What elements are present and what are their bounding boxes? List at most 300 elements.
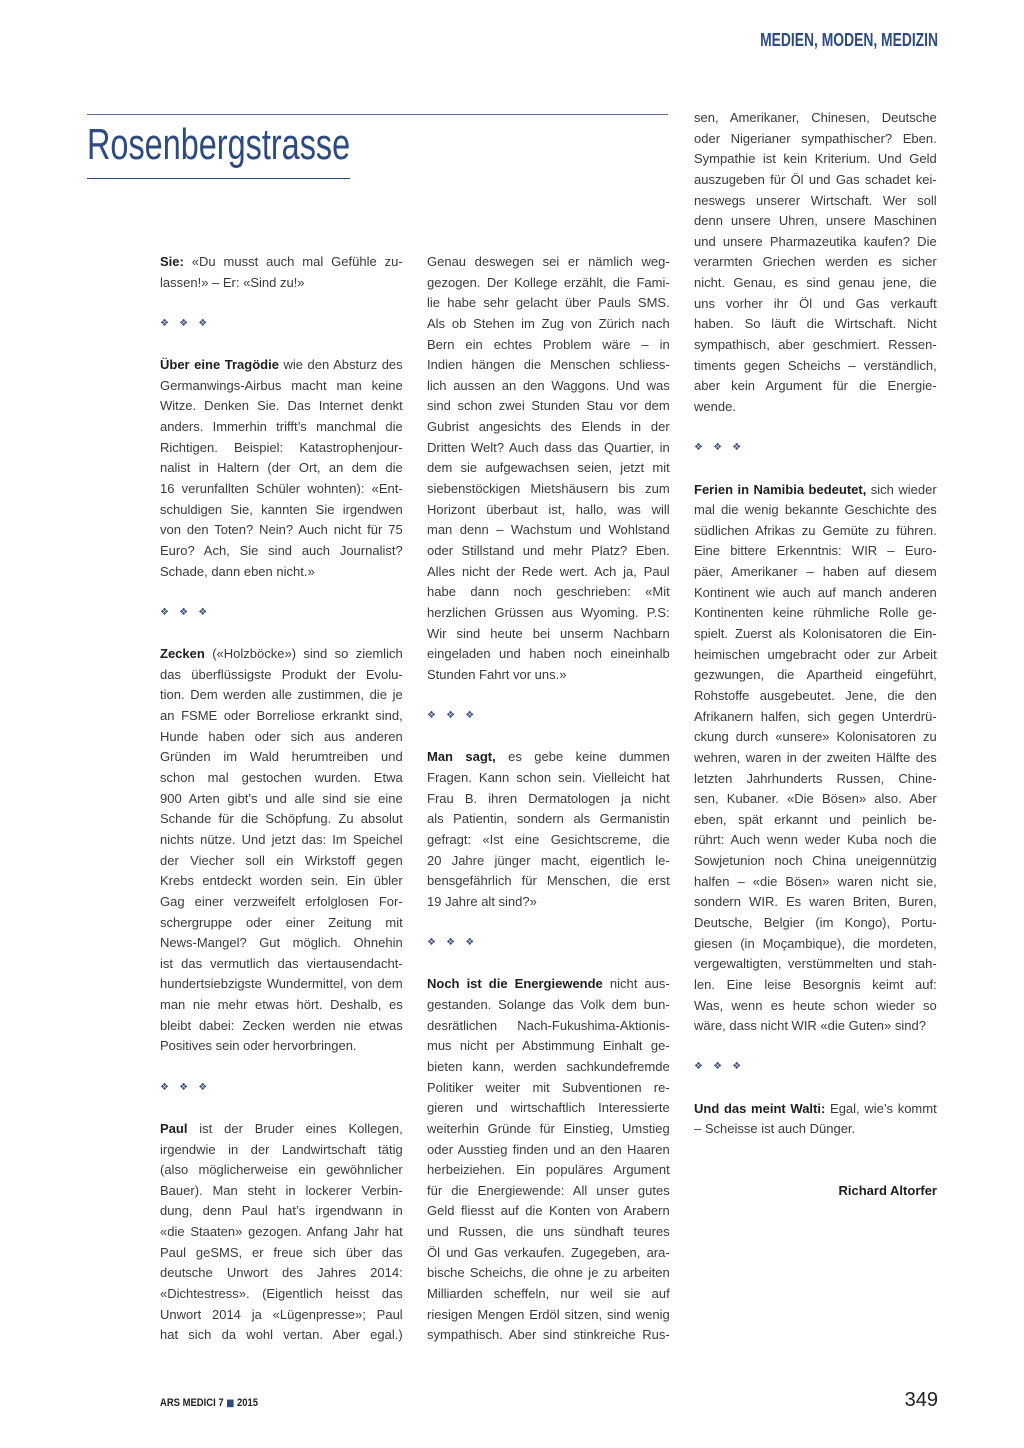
- text-line: [427, 479, 670, 500]
- text-line: [427, 768, 670, 789]
- text-line: [427, 665, 670, 686]
- text-column-2: [427, 252, 670, 1346]
- text-line: [694, 645, 937, 666]
- line-text: Horizont überbaut ist, hallo, was will: [427, 501, 670, 517]
- line-text: haben. So läuft die Wirtschaft. Nicht: [694, 316, 937, 332]
- text-line: [427, 273, 670, 294]
- top-rule: [87, 114, 668, 115]
- text-line: [694, 583, 937, 604]
- text-line: [427, 562, 670, 583]
- text-line: [694, 252, 937, 273]
- line-text: südlichen Afrikas zu Gemüte zu führen.: [694, 522, 937, 538]
- line-text: Dritten Welt? Auch dass das Quartier, in: [427, 439, 670, 455]
- line-text: bische Scheichs, die ohne je zu arbeiten: [427, 1265, 670, 1281]
- text-column-3: [694, 108, 937, 1202]
- text-line: [427, 830, 670, 851]
- line-text: Bern ein echtes Problem wäre – in: [427, 336, 670, 352]
- line-text: als Patientin, sondern als Germanistin: [427, 811, 670, 827]
- line-text: Gubrist angesichts des Elends in der: [427, 419, 670, 435]
- text-line: [694, 149, 937, 170]
- line-text: («Holzböcke») sind so ziemlich: [212, 646, 403, 662]
- text-line: [427, 1222, 670, 1243]
- text-line: [427, 1119, 670, 1140]
- section-separator: ❖ ❖ ❖: [694, 442, 745, 454]
- text-line: [160, 954, 403, 975]
- text-line: [694, 1119, 937, 1140]
- article-title: Rosenbergstrasse: [87, 120, 351, 169]
- line-text: Öl und Gas verkaufen. Zugegeben, ara-: [427, 1244, 670, 1260]
- paragraph: [160, 252, 403, 293]
- line-text: man nie mehr etwas hört. Deshalb, es: [160, 997, 403, 1013]
- section-separator: ❖ ❖ ❖: [160, 1081, 211, 1093]
- line-text: Witze. Denken Sie. Das Internet denkt: [160, 398, 403, 414]
- text-line: [694, 913, 937, 934]
- text-line: [160, 768, 403, 789]
- line-text: nicht aus-: [609, 976, 670, 992]
- text-line: [427, 809, 670, 830]
- text-line: [427, 314, 670, 335]
- text-line: [160, 1263, 403, 1284]
- line-text: verarmten Griechen werden es sicher: [694, 254, 937, 270]
- text-line: [160, 520, 403, 541]
- text-line: [427, 603, 670, 624]
- text-line: [160, 830, 403, 851]
- line-text: oder Stillstand und mehr Platz? Eben.: [427, 542, 670, 558]
- text-line: [160, 1016, 403, 1037]
- paragraph: [694, 108, 937, 418]
- line-text: Afrikanern halfen, sich gegen Unterdrü-: [694, 708, 937, 724]
- line-text: Politiker weiter mit Subventionen re-: [427, 1079, 670, 1095]
- text-line: [427, 541, 670, 562]
- text-line: [427, 644, 670, 665]
- line-text: Richtigen. Beispiel: Katastrophenjour-: [160, 439, 403, 455]
- line-text: sen, Amerikaner, Chinesen, Deutsche: [694, 110, 937, 125]
- line-text: dem sie aufgewachsen seien, jetzt mit: [427, 460, 670, 476]
- line-text: desrätlichen Nach-Fukushima-Aktionis-: [427, 1017, 670, 1033]
- text-line: [160, 1140, 403, 1161]
- lead-in: Und das meint Walti:: [694, 1100, 826, 1116]
- line-text: riesigen Mengen Erdöl sitzen, sind wenig: [427, 1306, 670, 1322]
- text-line: [427, 1016, 670, 1037]
- line-text: gefragt: «Ist eine Gesichtscreme, die: [427, 831, 670, 847]
- line-text: Germanwings-Airbus macht man keine: [160, 377, 403, 393]
- text-line: [694, 789, 937, 810]
- text-line: [694, 665, 937, 686]
- line-text: Stunden Fahrt vor uns.»: [427, 666, 567, 682]
- text-line: [427, 1098, 670, 1119]
- lead-in: Man sagt,: [427, 749, 496, 765]
- section-separator: ❖ ❖ ❖: [427, 937, 478, 949]
- line-text: oder Ausstieg finden und an den Haaren: [427, 1141, 670, 1157]
- text-line: [160, 851, 403, 872]
- text-line: [427, 851, 670, 872]
- text-line: [160, 1160, 403, 1181]
- line-text: letzten Jahrhunderts Russen, Chine-: [694, 770, 937, 786]
- text-line: [694, 500, 937, 521]
- line-text: Was, wenn es heute schon wieder so: [694, 997, 937, 1013]
- line-text: Gründen im Wald herumtreiben und: [160, 749, 403, 765]
- text-line: [427, 974, 670, 995]
- text-line: [694, 314, 937, 335]
- section-separator: ❖ ❖ ❖: [160, 606, 211, 618]
- line-text: sich wieder: [870, 481, 937, 497]
- line-text: für die Energiewende: All unser gutes: [427, 1182, 670, 1198]
- line-text: Fragen. Kann schon sein. Vielleicht hat: [427, 770, 670, 786]
- text-line: [160, 871, 403, 892]
- line-text: oder Nigerianer sympathischer? Eben.: [694, 130, 937, 146]
- line-text: len. Eine leise Besorgnis keimt auf:: [694, 976, 937, 992]
- text-line: [694, 748, 937, 769]
- line-text: Deutsche, Belgier (im Kongo), Portu-: [694, 914, 937, 930]
- line-text: eben, spät erkannt und peinlich be-: [694, 811, 937, 827]
- text-line: [160, 913, 403, 934]
- text-line: [160, 789, 403, 810]
- text-line: [694, 934, 937, 955]
- text-line: [427, 417, 670, 438]
- text-line: [694, 1016, 937, 1037]
- line-text: bieten kann, werden sachkundefremde: [427, 1058, 670, 1074]
- text-line: [160, 562, 403, 583]
- line-text: wie den Absturz des: [283, 357, 403, 373]
- line-text: dung, denn Paul hat’s irgendwann in: [160, 1203, 403, 1219]
- text-line: [427, 1160, 670, 1181]
- line-text: anders. Immerhin trifft’s manchmal die: [160, 419, 403, 435]
- text-line: [427, 747, 670, 768]
- line-text: Geld fliesst auf die Konten von Arabern: [427, 1203, 670, 1219]
- line-text: gezwungen, die Apartheid eingeführt,: [694, 667, 937, 683]
- line-text: schuldigen Sie, kannten Sie irgendwen: [160, 501, 403, 517]
- text-line: [694, 335, 937, 356]
- text-line: [427, 500, 670, 521]
- text-line: [160, 665, 403, 686]
- line-text: «Dichtestress». (Eigentlich heisst das: [160, 1286, 403, 1302]
- line-text: spielt. Zuerst als Kolonisatoren die Ein-: [694, 626, 937, 642]
- line-text: bleibt dabei: Zecken werden nie etwas: [160, 1017, 403, 1033]
- paragraph: [694, 480, 937, 1037]
- lead-in: Über eine Tragödie: [160, 357, 279, 373]
- page-number: 349: [904, 1389, 938, 1411]
- text-line: [427, 1284, 670, 1305]
- line-text: nichts nütze. Und jetzt das: Im Speichel: [160, 831, 403, 847]
- line-text: ist das vermutlich das viertausendacht-: [160, 955, 403, 971]
- line-text: hundertsiebzigste Wundermittel, von dem: [160, 976, 403, 992]
- text-line: [427, 1078, 670, 1099]
- text-line: [694, 170, 937, 191]
- section-separator: ❖ ❖ ❖: [694, 1061, 745, 1073]
- line-text: timents gegen Scheichs – verständlich,: [694, 357, 937, 373]
- line-text: Als ob Stehen im Zug von Zürich nach: [427, 315, 670, 331]
- line-text: von den Toten? Nein? Auch nicht für 75: [160, 522, 403, 538]
- lead-in: Ferien in Namibia bedeutet,: [694, 481, 867, 497]
- text-line: [160, 1222, 403, 1243]
- line-text: man denn – Wachstum und Wohlstand: [427, 522, 670, 538]
- line-text: uns vorher ihr Öl und Gas verkauft: [694, 295, 937, 311]
- text-line: [427, 293, 670, 314]
- line-text: hat sich da wohl vertan. Aber egal.): [160, 1327, 403, 1343]
- line-text: und Russen, die uns sündhaft teures: [427, 1224, 670, 1240]
- paragraph: [427, 974, 670, 1346]
- text-line: [427, 458, 670, 479]
- text-line: [160, 438, 403, 459]
- paragraph: [160, 644, 403, 1057]
- line-text: Wir sind heute bei unserm Nachbarn: [427, 625, 670, 641]
- line-text: Kontinenten keine rühmliche Rolle ge-: [694, 605, 937, 621]
- line-text: Eine bittere Erkenntnis: WIR – Euro-: [694, 543, 937, 559]
- text-line: [694, 996, 937, 1017]
- line-text: bensgefährlich für Menschen, die erst: [427, 873, 670, 889]
- text-line: [694, 686, 937, 707]
- line-text: Paul geSMS, er freue sich über das: [160, 1244, 403, 1260]
- text-line: [694, 562, 937, 583]
- text-line: [694, 707, 937, 728]
- line-text: giesen (in Moçambique), die mordeten,: [694, 935, 937, 951]
- line-text: an FSME oder Borreliose erkrankt sind,: [160, 708, 403, 724]
- text-line: [427, 1325, 670, 1346]
- text-column-1: [160, 252, 403, 1346]
- line-text: 900 Arten gibt’s und alle sind sie eine: [160, 790, 403, 806]
- line-text: Indien hängen die Menschen schliess-: [427, 357, 670, 373]
- text-line: [427, 376, 670, 397]
- line-text: heimischen umgebracht oder zur Arbeit: [694, 646, 937, 662]
- text-line: [427, 438, 670, 459]
- text-line: [694, 603, 937, 624]
- line-text: Egal, wie’s kommt: [830, 1100, 937, 1116]
- text-line: [427, 1263, 670, 1284]
- text-line: [694, 769, 937, 790]
- text-line: [160, 479, 403, 500]
- line-text: Sowjetunion noch China uneigennützig: [694, 853, 937, 869]
- text-line: [160, 809, 403, 830]
- text-line: [160, 541, 403, 562]
- line-text: Rohstoffe ausgebeutet. Jene, die den: [694, 687, 937, 703]
- line-text: Schade, dann eben nicht.»: [160, 563, 315, 579]
- line-text: sympathisch. Aber sind stinkreiche Rus-: [427, 1327, 670, 1343]
- line-text: lassen!» – Er: «Sind zu!»: [160, 274, 305, 290]
- line-text: sind schon zwei Stunden Stau vor dem: [427, 398, 670, 414]
- line-text: es gebe keine dummen: [508, 749, 670, 765]
- text-line: [694, 397, 937, 418]
- text-line: [427, 252, 670, 273]
- text-line: [694, 211, 937, 232]
- line-text: News-Mangel? Gut möglich. Ohnehin: [160, 935, 403, 951]
- line-text: schon mal gestochen wurden. Etwa: [160, 770, 403, 786]
- line-text: irgendwie in der Landwirtschaft tätig: [160, 1141, 403, 1157]
- section-separator: ❖ ❖ ❖: [160, 317, 211, 329]
- line-text: neswegs unserer Wirtschaft. Wer soll: [694, 192, 937, 208]
- text-line: [160, 273, 403, 294]
- text-line: [427, 995, 670, 1016]
- text-line: [160, 685, 403, 706]
- text-line: [160, 1284, 403, 1305]
- title-underline: [87, 178, 350, 179]
- line-text: der Viecher soll ein Wirkstoff gegen: [160, 852, 403, 868]
- paragraph: [160, 1119, 403, 1346]
- line-text: Krebs entdeckt worden sein. Ein übler: [160, 873, 403, 889]
- lead-in: Sie:: [160, 254, 184, 269]
- line-text: 19 Jahre alt sind?»: [427, 893, 537, 909]
- line-text: wäre, dass nicht WIR «die Guten» sind?: [694, 1018, 926, 1034]
- text-line: [160, 396, 403, 417]
- line-text: nalist in Haltern (der Ort, an dem die: [160, 460, 403, 476]
- text-line: [694, 810, 937, 831]
- line-text: tion. Dem werden alle zustimmen, die je: [160, 687, 403, 703]
- text-line: [694, 129, 937, 150]
- text-line: [694, 273, 937, 294]
- text-line: [160, 376, 403, 397]
- text-line: [427, 335, 670, 356]
- line-text: (also möglicherweise ein gewöhnlicher: [160, 1162, 403, 1178]
- line-text: und unsere Pharmazeutika kaufen? Die: [694, 233, 937, 249]
- line-text: sympathisch, aber geschmiert. Ressen-: [694, 337, 937, 353]
- text-line: [427, 624, 670, 645]
- line-text: gieren und wirtschaftlich Interessierte: [427, 1100, 670, 1116]
- text-line: [160, 417, 403, 438]
- text-line: [694, 975, 937, 996]
- text-line: [160, 1201, 403, 1222]
- line-text: rührt: Auch wenn weder Kuba noch die: [694, 832, 937, 848]
- text-line: [694, 954, 937, 975]
- text-line: [160, 1325, 403, 1346]
- lead-in: Zecken: [160, 646, 205, 662]
- text-line: [160, 644, 403, 665]
- line-text: mus nicht per Abstimmung Einhalt ge-: [427, 1038, 670, 1054]
- text-line: [427, 1305, 670, 1326]
- text-line: [160, 252, 403, 273]
- line-text: lie habe sehr gelacht über Pauls SMS.: [427, 295, 670, 311]
- line-text: gezogen. Der Kollege erzählt, die Fami-: [427, 274, 670, 290]
- text-line: [694, 892, 937, 913]
- text-line: [694, 541, 937, 562]
- text-line: [427, 582, 670, 603]
- text-line: [427, 396, 670, 417]
- text-line: [160, 706, 403, 727]
- text-line: [694, 232, 937, 253]
- line-text: halfen – «die Bösen» waren nicht sie,: [694, 873, 937, 889]
- square-bullet-icon: ■: [226, 1398, 235, 1409]
- text-line: [694, 1099, 937, 1120]
- line-text: Gag einer verzweifelt erfolglosen For-: [160, 893, 403, 909]
- line-text: ist der Bruder eines Kollegen,: [199, 1120, 403, 1136]
- text-line: [427, 789, 670, 810]
- text-line: [160, 458, 403, 479]
- text-line: [694, 376, 937, 397]
- lead-in: Noch ist die Energiewende: [427, 976, 603, 992]
- text-line: [160, 1181, 403, 1202]
- line-text: siebenstöckigen Mietshäusern bis zum: [427, 481, 670, 497]
- text-line: [694, 830, 937, 851]
- text-line: [160, 892, 403, 913]
- line-text: schergruppe oder einer Zeitung mit: [160, 914, 403, 930]
- text-line: [160, 974, 403, 995]
- text-line: [427, 1243, 670, 1264]
- text-line: [160, 1119, 403, 1140]
- line-text: Genau deswegen sei er nämlich weg-: [427, 254, 670, 269]
- text-line: [694, 851, 937, 872]
- paragraph: [160, 355, 403, 582]
- line-text: eingeladen und haben noch eineinhalb: [427, 646, 670, 662]
- line-text: wende.: [694, 398, 736, 414]
- line-text: 20 Jahre jünger macht, eigentlich le-: [427, 852, 670, 868]
- line-text: aber kein Argument für die Energie-: [694, 378, 937, 394]
- text-line: [694, 108, 937, 129]
- text-line: [694, 356, 937, 377]
- line-text: weiterhin Gründe für Einstieg, Umstieg: [427, 1120, 670, 1136]
- text-line: [160, 933, 403, 954]
- line-text: Milliarden scheffeln, nur weil sie auf: [427, 1286, 670, 1302]
- line-text: vergewaltigten, verstümmelten und stah-: [694, 956, 937, 972]
- text-line: [160, 1036, 403, 1057]
- line-text: Sympathie ist kein Kriterium. Und Geld: [694, 151, 937, 167]
- line-text: – Scheisse ist auch Dünger.: [694, 1121, 856, 1137]
- line-text: Alles nicht der Rede wert. Ach ja, Paul: [427, 563, 670, 579]
- lead-in: Paul: [160, 1120, 188, 1136]
- text-line: [427, 355, 670, 376]
- line-text: Frau B. ihren Dermatologen ja nicht: [427, 790, 670, 806]
- text-line: [427, 871, 670, 892]
- line-text: Schande für die Schöpfung. Zu absolut: [160, 811, 403, 827]
- line-text: herbeiziehen. Ein populäres Argument: [427, 1162, 670, 1178]
- text-line: [427, 1201, 670, 1222]
- text-line: [427, 892, 670, 913]
- text-line: [694, 191, 937, 212]
- line-text: «die Staaten» gezogen. Anfang Jahr hat: [160, 1224, 403, 1240]
- text-line: [160, 727, 403, 748]
- line-text: Positives sein oder hervorbringen.: [160, 1038, 357, 1054]
- line-text: päer, Amerikaner – haben auf diesem: [694, 564, 937, 580]
- journal-name: ARS MEDICI 7: [160, 1397, 224, 1409]
- line-text: deutsche Unwort des Jahres 2014:: [160, 1265, 403, 1281]
- line-text: Euro? Ach, Sie sind auch Journalist?: [160, 542, 403, 558]
- text-line: [427, 1057, 670, 1078]
- paragraph: [427, 252, 670, 685]
- text-line: [694, 872, 937, 893]
- text-line: [427, 1181, 670, 1202]
- line-text: nicht. Genau, es sind genau jene, die: [694, 275, 937, 291]
- journal-issue: [160, 1396, 258, 1411]
- issue-year: 2015: [237, 1397, 259, 1409]
- text-line: [427, 1036, 670, 1057]
- text-line: [694, 624, 937, 645]
- text-line: [694, 727, 937, 748]
- line-text: habe dann noch geschrieben: «Mit: [427, 584, 670, 600]
- text-line: [427, 1140, 670, 1161]
- line-text: 16 verunfallten Schüler wohnten): «Ent-: [160, 481, 403, 497]
- line-text: Kontinent wie auch auf manch anderen: [694, 584, 937, 600]
- line-text: ckung durch «unsere» Kolonisatoren zu: [694, 729, 937, 745]
- line-text: denn unsere Uhren, unsere Maschinen: [694, 213, 937, 229]
- line-text: Hunde haben oder sich aus anderen: [160, 728, 403, 744]
- text-line: [160, 1305, 403, 1326]
- section-separator: ❖ ❖ ❖: [427, 710, 478, 722]
- text-line: [160, 1243, 403, 1264]
- line-text: das überflüssigste Produkt der Evolu-: [160, 666, 403, 682]
- line-text: «Du musst auch mal Gefühle zu-: [191, 254, 403, 269]
- text-line: [694, 521, 937, 542]
- line-text: lich aussen an den Waggons. Und was: [427, 377, 670, 393]
- line-text: mal die wenig bekannte Geschichte des: [694, 502, 937, 518]
- author-signature: Richard Altorfer: [838, 1183, 937, 1199]
- line-text: herzlichen Grüssen aus Wyoming. P.S:: [427, 604, 670, 620]
- text-line: [427, 520, 670, 541]
- text-line: [694, 294, 937, 315]
- text-line: [160, 747, 403, 768]
- text-line: [160, 500, 403, 521]
- paragraph: [694, 1099, 937, 1140]
- paragraph: [427, 747, 670, 912]
- text-line: [694, 480, 937, 501]
- line-text: sen, Kubaner. «Die Bösen» also. Aber: [694, 791, 937, 807]
- line-text: auszugeben für Öl und Gas schadet kei-: [694, 171, 937, 187]
